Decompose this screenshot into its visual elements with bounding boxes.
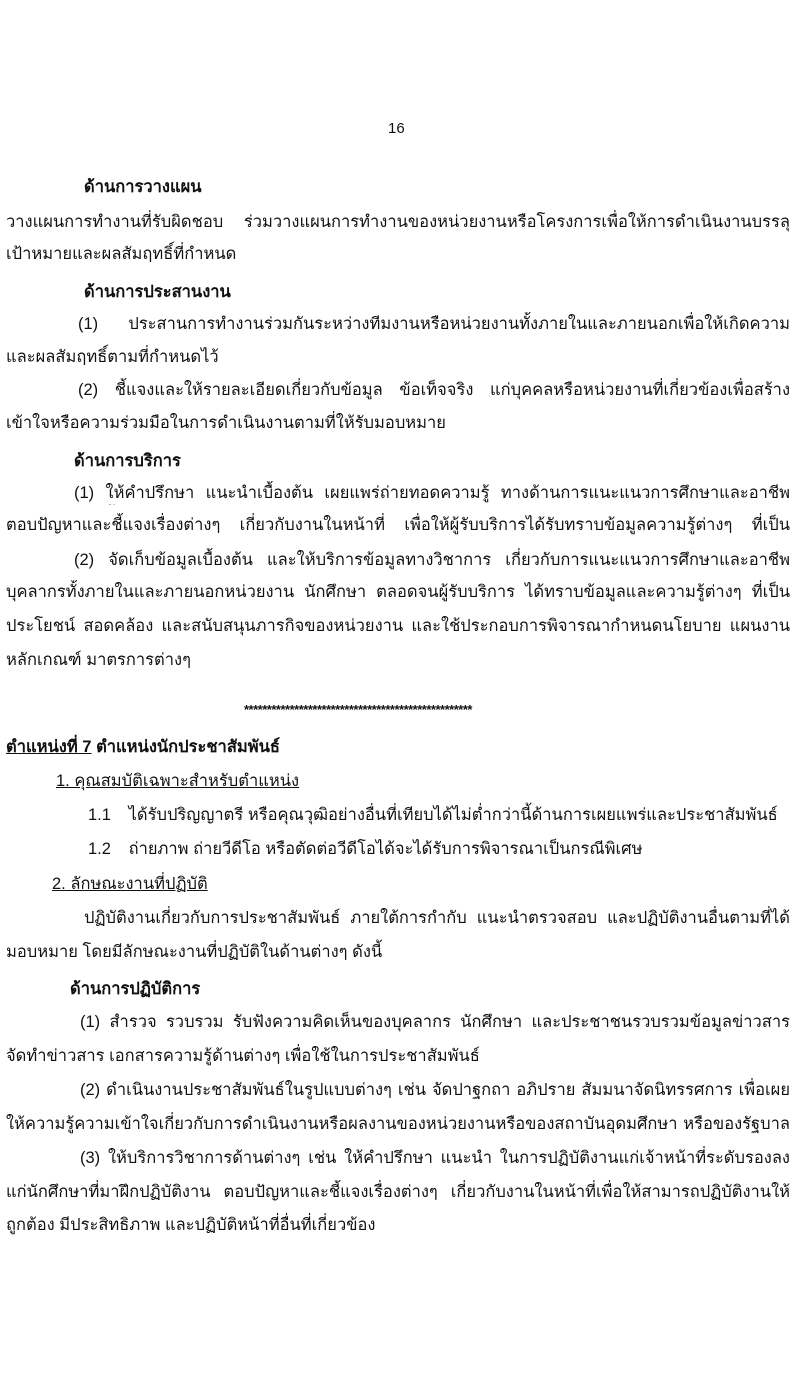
paragraph-line: (2) ชี้แจงและให้รายละเอียดเกี่ยวกับข้อมูล ข้อเท็จจริง แก่บุคคลหรือหน่วยงานที่เกี่ยวข้องเพื่อสร้าง <box>78 381 790 399</box>
item-number: 1.1 <box>88 806 111 824</box>
section-heading-planning: ด้านการวางแผน <box>84 178 202 196</box>
section-heading-operations: ด้านการปฏิบัติการ <box>70 980 201 998</box>
qualification-heading: 1. คุณสมบัติเฉพาะสำหรับตำแหน่ง <box>56 772 300 790</box>
qualification-item <box>88 803 790 827</box>
position-name: ตำแหน่งนักประชาสัมพันธ์ <box>96 738 280 756</box>
paragraph-line: ปฏิบัติงานเกี่ยวกับการประชาสัมพันธ์ ภายใต้การกำกับ แนะนำตรวจสอบ และปฏิบัติงานอื่นตามที่ได้ <box>84 909 790 927</box>
item-number: 1.2 <box>88 840 111 858</box>
paragraph-line: (2) ดำเนินงานประชาสัมพันธ์ในรูปแบบต่างๆ เช่น จัดปาฐกถา อภิปราย สัมมนาจัดนิทรรศการ เพื่อเผย <box>80 1081 790 1099</box>
paragraph-line: ถูกต้อง มีประสิทธิภาพ และปฏิบัติหน้าที่อื่นที่เกี่ยวข้อง <box>6 1216 376 1234</box>
separator: ************************************************** <box>244 702 472 717</box>
section-heading-service: ด้านการบริการ <box>74 452 181 470</box>
paragraph-line: (3) ให้บริการวิชาการด้านต่างๆ เช่น ให้คำปรึกษา แนะนำ ในการปฏิบัติงานแก่เจ้าหน้าที่ระดับรองลง <box>80 1149 790 1167</box>
paragraph-line: (1) ให้คำปรึกษา แนะนำเบื้องต้น เผยแพร่ถ่ายทอดความรู้ ทางด้านการแนะแนวการศึกษาและอาชีพ <box>74 484 790 502</box>
paragraph-line: (2) จัดเก็บข้อมูลเบื้องต้น และให้บริการข้อมูลทางวิชาการ เกี่ยวกับการแนะแนวการศึกษาและอาชีพ <box>74 551 790 569</box>
paragraph-line: ให้ความรู้ความเข้าใจเกี่ยวกับการดำเนินงานหรือผลงานของหน่วยงานหรือของสถาบันอุดมศึกษา หรือของรัฐบาล <box>6 1115 790 1133</box>
item-text: ได้รับปริญญาตรี หรือคุณวุฒิอย่างอื่นที่เทียบได้ไม่ต่ำกว่านี้ด้านการเผยแพร่และประชาสัมพันธ์ <box>128 806 778 824</box>
position-label: ตำแหน่งที่ 7 <box>6 738 92 756</box>
paragraph-line: เป้าหมายและผลสัมฤทธิ์ที่กำหนด <box>6 245 237 263</box>
page-number: 16 <box>388 120 405 137</box>
position-title <box>6 735 790 759</box>
paragraph-line: แก่นักศึกษาที่มาฝึกปฏิบัติงาน ตอบปัญหาและชี้แจงเรื่องต่างๆ เกี่ยวกับงานในหน้าที่เพื่อให้สามารถปฏิบัติงานให้ <box>6 1183 790 1201</box>
duty-heading: 2. ลักษณะงานที่ปฏิบัติ <box>52 875 208 893</box>
paragraph-line: หลักเกณฑ์ มาตรการต่างๆ <box>6 651 191 669</box>
paragraph-line: ประโยชน์ สอดคล้อง และสนับสนุนภารกิจของหน่วยงาน และใช้ประกอบการพิจารณากำหนดนโยบาย แผนงาน <box>6 617 790 635</box>
paragraph-line: และผลสัมฤทธิ์ตามที่กำหนดไว้ <box>6 348 219 366</box>
paragraph-line: ตอบปัญหาและชี้แจงเรื่องต่างๆ เกี่ยวกับงานในหน้าที่ เพื่อให้ผู้รับบริการได้รับทราบข้อมูลความรู้ต่างๆ ที่เป็น <box>6 516 790 534</box>
paragraph-line: เข้าใจหรือความร่วมมือในการดำเนินงานตามที่ให้รับมอบหมาย <box>6 414 446 432</box>
paragraph-line: วางแผนการทำงานที่รับผิดชอบ ร่วมวางแผนการทำงานของหน่วยงานหรือโครงการเพื่อให้การดำเนินงานบรรลุ <box>6 213 790 231</box>
paragraph-line: (1) ประสานการทำงานร่วมกันระหว่างทีมงานหรือหน่วยงานทั้งภายในและภายนอกเพื่อให้เกิดความ <box>78 315 790 333</box>
qualification-item <box>88 837 790 861</box>
item-text: ถ่ายภาพ ถ่ายวีดีโอ หรือตัดต่อวีดีโอได้จะได้รับการพิจารณาเป็นกรณีพิเศษ <box>128 840 643 858</box>
section-heading-coordination: ด้านการประสานงาน <box>84 283 231 301</box>
paragraph-line: จัดทำข่าวสาร เอกสารความรู้ด้านต่างๆ เพื่อใช้ในการประชาสัมพันธ์ <box>6 1047 480 1065</box>
paragraph-line: (1) สำรวจ รวบรวม รับฟังความคิดเห็นของบุคลากร นักศึกษา และประชาชนรวบรวมข้อมูลข่าวสาร <box>80 1013 790 1031</box>
paragraph-line: บุคลากรทั้งภายในและภายนอกหน่วยงาน นักศึกษา ตลอดจนผู้รับบริการ ได้ทราบข้อมูลและความรู้ต่างๆ ที่เป็น <box>6 583 790 601</box>
paragraph-line: มอบหมาย โดยมีลักษณะงานที่ปฏิบัติในด้านต่างๆ ดังนี้ <box>6 943 383 961</box>
